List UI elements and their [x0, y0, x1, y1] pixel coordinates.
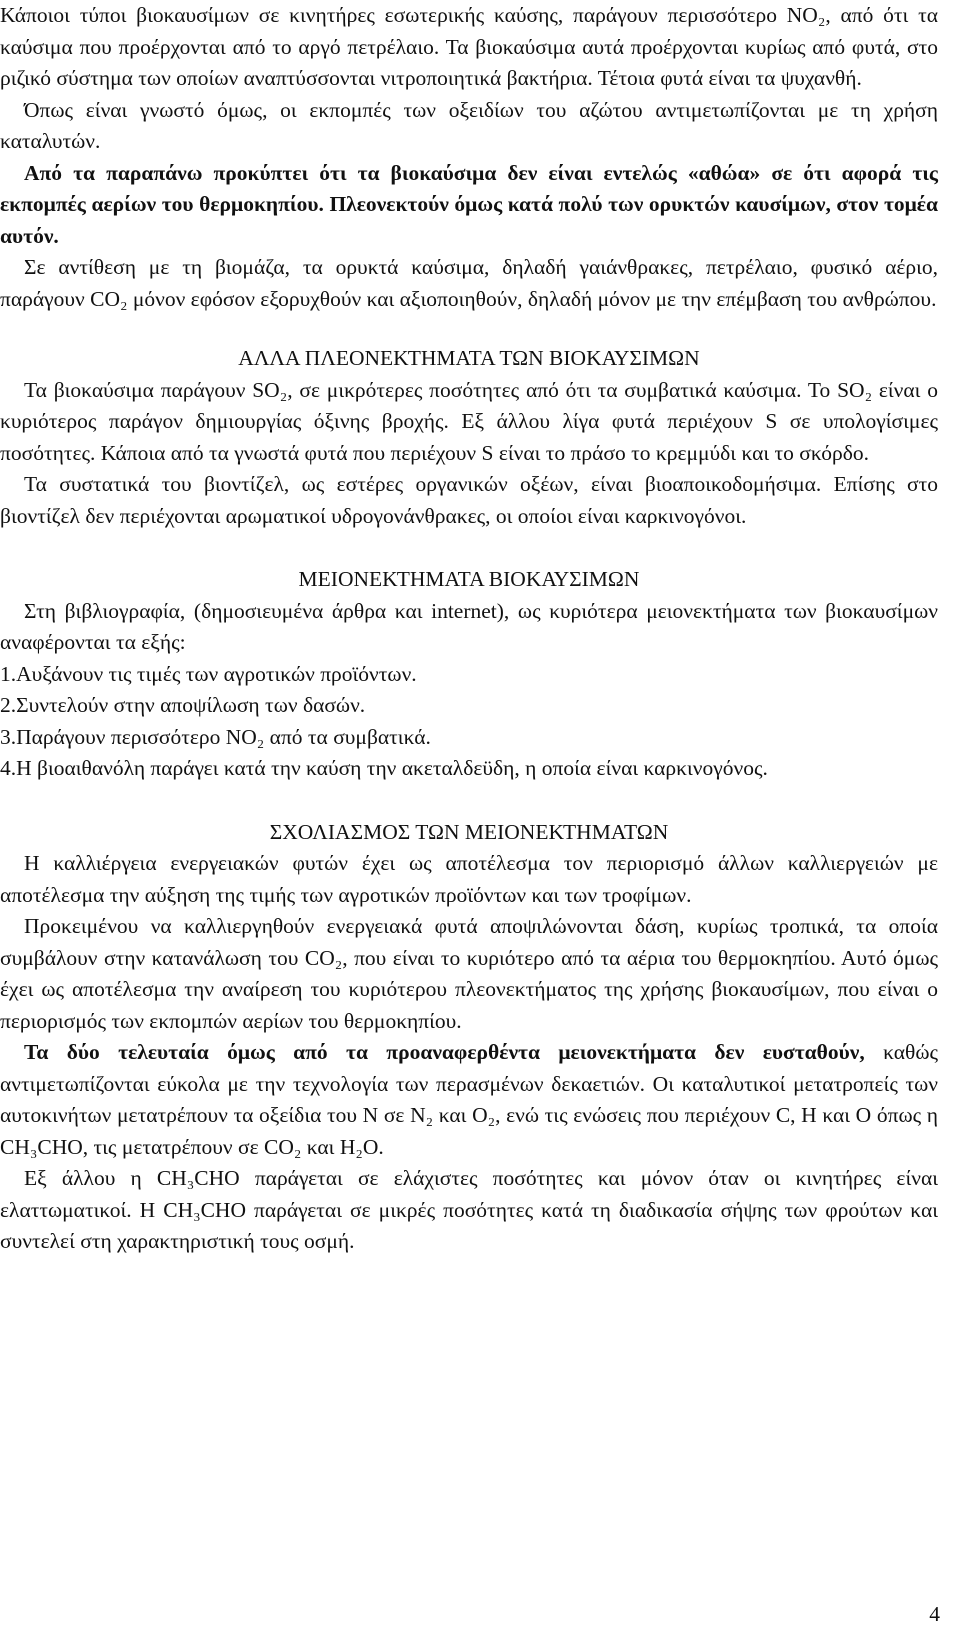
paragraph-disadvantages-intro: Στη βιβλιογραφία, (δημοσιευμένα άρθρα και internet), ως κυριότερα μειονεκτήματα των βιοκαυσίμων αναφέρονται τα εξής:	[0, 598, 938, 654]
list-item-acetaldehyde: 4.Η βιοαιθανόλη παράγει κατά την καύση την ακεταλδεϋδη, η οποία είναι καρκινογόνος.	[0, 756, 768, 780]
heading-disadvantages: ΜΕΙΟΝΕΚΤΗΜΑΤΑ ΒΙΟΚΑΥΣΙΜΩΝ	[298, 567, 640, 591]
paragraph-biofuel-no2: Κάποιοι τύποι βιοκαυσίμων σε κινητήρες εσωτερικής καύσης, παράγουν περισσότερο NO₂, από ότι τα καύσιμα που προέρχονται από το αργό πετρέλαιο. Τα βιοκαύσιμα αυτά προέρχονται κυρίως από φυτά, στο ριζικό σύστημα των οποίων αναπτύσσονται νιτροποιητικά βακτήρια. Τέτοια φυτά είναι τα ψυχανθή.	[0, 3, 938, 90]
paragraph-biodiesel: Τα συστατικά του βιοντίζελ, ως εστέρες οργανικών οξέων, είναι βιοαποικοδομήσιμα. Επίσης στο βιοντίζελ δεν περιέχονται αρωματικοί υδρογονάνθρακες, οι οποίοι είναι καρκινογόνοι.	[0, 472, 938, 528]
paragraph-crop-prices: Η καλλιέργεια ενεργειακών φυτών έχει ως αποτέλεσμα τον περιορισμό άλλων καλλιεργειών με αποτέλεσμα την αύξηση της τιμής των αγροτικών προϊόντων και των τροφίμων.	[0, 851, 938, 907]
paragraph-catalytic-converters	[0, 1037, 938, 1163]
paragraph-bold-lead: Τα δύο τελευταία όμως από τα προαναφερθέντα μειονεκτήματα δεν ευσταθούν,	[24, 1040, 865, 1064]
page-number: 4	[929, 1602, 940, 1626]
heading-commentary: ΣΧΟΛΙΑΣΜΟΣ ΤΩΝ ΜΕΙΟΝΕΚΤΗΜΑΤΩΝ	[269, 819, 669, 844]
paragraph-acetaldehyde: Εξ άλλου η CH₃CHO παράγεται σε ελάχιστες ποσότητες και μόνον όταν οι κινητήρες είναι ελαττωματικοί. Η CH₃CHO παράγεται σε μικρές ποσότητες κατά τη διαδικασία σήψης των φρούτων και συντελεί στη χαρακτηριστική τους οσμή.	[0, 1166, 938, 1253]
paragraph-conclusion-bold: Από τα παραπάνω προκύπτει ότι τα βιοκαύσιμα δεν είναι εντελώς «αθώα» σε ότι αφορά τις εκπομπές αερίων του θερμοκηπίου. Πλεονεκτούν όμως κατά πολύ των ορυκτών καυσίμων, στον τομέα αυτόν.	[0, 160, 938, 248]
heading-advantages: ΑΛΛΑ ΠΛΕΟΝΕΚΤΗΜΑΤΑ ΤΩΝ ΒΙΟΚΑΥΣΙΜΩΝ	[238, 346, 700, 370]
paragraph-so2: Τα βιοκαύσιμα παράγουν SO₂, σε μικρότερες ποσότητες από ότι τα συμβατικά καύσιμα. Το SO₂ είναι ο κυριότερος παράγον δημιουργίας όξινης βροχής. Εξ άλλου λίγα φυτά περιέχουν S σε υπολογίσιμες ποσότητες. Κάποια από τα γνωστά φυτά που περιέχουν S είναι το πράσο το κρεμμύδι και το σκόρδο.	[0, 377, 938, 465]
paragraph-fossil-fuels: Σε αντίθεση με τη βιομάζα, τα ορυκτά καύσιμα, δηλαδή γαιάνθρακες, πετρέλαιο, φυσικό αέριο, παράγουν CO₂ μόνον εφόσον εξορυχθούν και αξιοποιηθούν, δηλαδή μόνον με την επέμβαση του ανθρώπου.	[0, 255, 938, 311]
list-item-no2: 3.Παράγουν περισσότερο NO₂ από τα συμβατικά.	[0, 724, 431, 749]
paragraph-deforestation: Προκειμένου να καλλιεργηθούν ενεργειακά φυτά αποψιλώνονται δάση, κυρίως τροπικά, τα οποία συμβάλουν στην κατανάλωση του CO₂, που είναι το κυριότερο από τα αέρια του θερμοκηπίου. Αυτό όμως έχει ως αποτέλεσμα την αναίρεση του κυριότερου πλεονεκτήματος της χρήσης βιοκαυσίμων, που είναι ο περιορισμός των εκπομπών αερίων του θερμοκηπίου.	[0, 914, 938, 1033]
list-item-deforestation: 2.Συντελούν στην αποψίλωση των δασών.	[0, 693, 366, 717]
paragraph-converters-rest: καθώς αντιμετωπίζονται εύκολα με την τεχνολογία των περασμένων δεκαετιών. Οι καταλυτικοί μετατροπείς των αυτοκινήτων μετατρέπουν τα οξείδια του N σε N₂ και O₂, ενώ τις ενώσεις που περιέχουν C, H και O όπως η CH₃CHO, τις μετατρέπουν σε CO₂ και H₂O.	[0, 1040, 938, 1159]
list-item-prices: 1.Αυξάνουν τις τιμές των αγροτικών προϊόντων.	[0, 661, 417, 686]
paragraph-catalysts: Όπως είναι γνωστό όμως, οι εκπομπές των οξειδίων του αζώτου αντιμετωπίζονται με τη χρήση καταλυτών.	[0, 97, 938, 153]
